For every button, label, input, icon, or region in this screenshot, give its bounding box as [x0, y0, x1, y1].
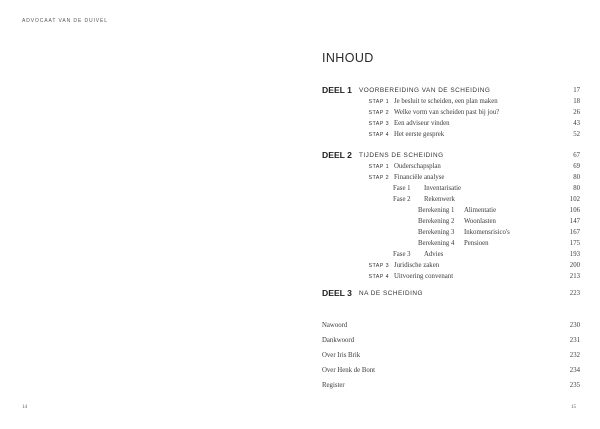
fase-label: Fase 2 [393, 196, 411, 203]
entry-title: Alimentatie [464, 207, 497, 214]
toc-entry[interactable] [322, 239, 580, 249]
entry-title: Ouderschapsplan [394, 163, 441, 170]
entry-title: Inventarisatie [424, 185, 461, 192]
fase-label: Fase 1 [393, 185, 411, 192]
toc-entry[interactable] [322, 173, 580, 183]
deel-title: VOORBEREIDING VAN DE SCHEIDING [359, 87, 491, 94]
page-ref: 80 [573, 185, 580, 192]
entry-title: Inkomensrisico's [464, 229, 510, 236]
entry-title: Een adviseur vinden [394, 120, 450, 127]
toc-back-matter-item[interactable] [322, 321, 580, 331]
entry-title: Dankwoord [322, 337, 355, 344]
page-ref: 193 [569, 251, 580, 258]
entry-title: Juridische zaken [394, 262, 440, 269]
toc-title: INHOUD [322, 51, 374, 65]
toc-entry[interactable] [322, 228, 580, 238]
page-ref: 230 [569, 322, 580, 329]
entry-title: Rekenwerk [424, 196, 455, 203]
entry-title: Financiële analyse [394, 174, 445, 181]
berekening-label: Berekening 4 [418, 240, 455, 247]
page-ref: 106 [569, 207, 580, 214]
toc-entry[interactable] [322, 108, 580, 118]
page-ref: 232 [569, 352, 580, 359]
entry-title: Je besluit te scheiden, een plan maken [394, 98, 498, 105]
stap-label: STAP 3 [368, 121, 389, 127]
stap-label: STAP 4 [368, 274, 389, 280]
toc-entry[interactable] [322, 184, 580, 194]
entry-title: Register [322, 382, 345, 389]
page-ref: 80 [573, 174, 580, 181]
entry-title: Advies [424, 251, 444, 258]
berekening-label: Berekening 1 [418, 207, 455, 214]
toc-back-matter-item[interactable] [322, 381, 580, 391]
page-ref: 102 [569, 196, 580, 203]
stap-label: STAP 4 [368, 132, 389, 138]
toc-back-matter-item[interactable] [322, 351, 580, 361]
page-ref: 52 [573, 131, 580, 138]
toc-back-matter-item[interactable] [322, 366, 580, 376]
toc-deel-1[interactable] [322, 86, 580, 96]
toc-back-matter-item[interactable] [322, 336, 580, 346]
entry-title: Woonlasten [464, 218, 496, 225]
toc-deel-2[interactable] [322, 151, 580, 161]
page-ref: 213 [569, 273, 580, 280]
page-ref: 67 [573, 152, 580, 159]
page-ref: 17 [573, 87, 580, 94]
page-number-right: 15 [571, 405, 576, 410]
entry-title: Welke vorm van scheiden past bij jou? [394, 109, 500, 116]
entry-title: Het eerste gesprek [394, 131, 445, 138]
running-header: ADVOCAAT VAN DE DUIVEL [22, 18, 108, 24]
toc-entry[interactable] [322, 250, 580, 260]
entry-title: Nawoord [322, 322, 348, 329]
toc-entry[interactable] [322, 272, 580, 282]
toc-entry[interactable] [322, 195, 580, 205]
toc-entry[interactable] [322, 97, 580, 107]
deel-label: DEEL 1 [322, 85, 352, 95]
entry-title: Pensioen [464, 240, 489, 247]
stap-label: STAP 1 [368, 164, 389, 170]
stap-label: STAP 1 [368, 99, 389, 105]
berekening-label: Berekening 3 [418, 229, 455, 236]
toc-entry[interactable] [322, 130, 580, 140]
stap-label: STAP 3 [368, 263, 389, 269]
page-number-left: 14 [22, 405, 27, 410]
entry-title: Over Henk de Bont [322, 367, 376, 374]
stap-label: STAP 2 [368, 110, 389, 116]
deel-label: DEEL 3 [322, 288, 352, 298]
deel-title: TIJDENS DE SCHEIDING [359, 152, 444, 159]
deel-title: NA DE SCHEIDING [359, 290, 423, 297]
toc-entry[interactable] [322, 261, 580, 271]
fase-label: Fase 3 [393, 251, 411, 258]
page-ref: 231 [569, 337, 580, 344]
page-ref: 200 [569, 262, 580, 269]
deel-label: DEEL 2 [322, 150, 352, 160]
berekening-label: Berekening 2 [418, 218, 455, 225]
toc-entry[interactable] [322, 206, 580, 216]
page-ref: 69 [573, 163, 580, 170]
toc-entry[interactable] [322, 119, 580, 129]
page-ref: 235 [569, 382, 580, 389]
stap-label: STAP 2 [368, 175, 389, 181]
entry-title: Uitvoering convenant [394, 273, 454, 280]
page-ref: 175 [569, 240, 580, 247]
page-ref: 223 [569, 290, 580, 297]
page-ref: 167 [569, 229, 580, 236]
page-ref: 26 [573, 109, 580, 116]
page-ref: 147 [569, 218, 580, 225]
page-ref: 234 [569, 367, 580, 374]
toc-entry[interactable] [322, 217, 580, 227]
toc-deel-3[interactable] [322, 289, 580, 299]
toc-entry[interactable] [322, 162, 580, 172]
page-ref: 43 [573, 120, 580, 127]
page-ref: 18 [573, 98, 580, 105]
entry-title: Over Iris Brik [322, 352, 361, 359]
